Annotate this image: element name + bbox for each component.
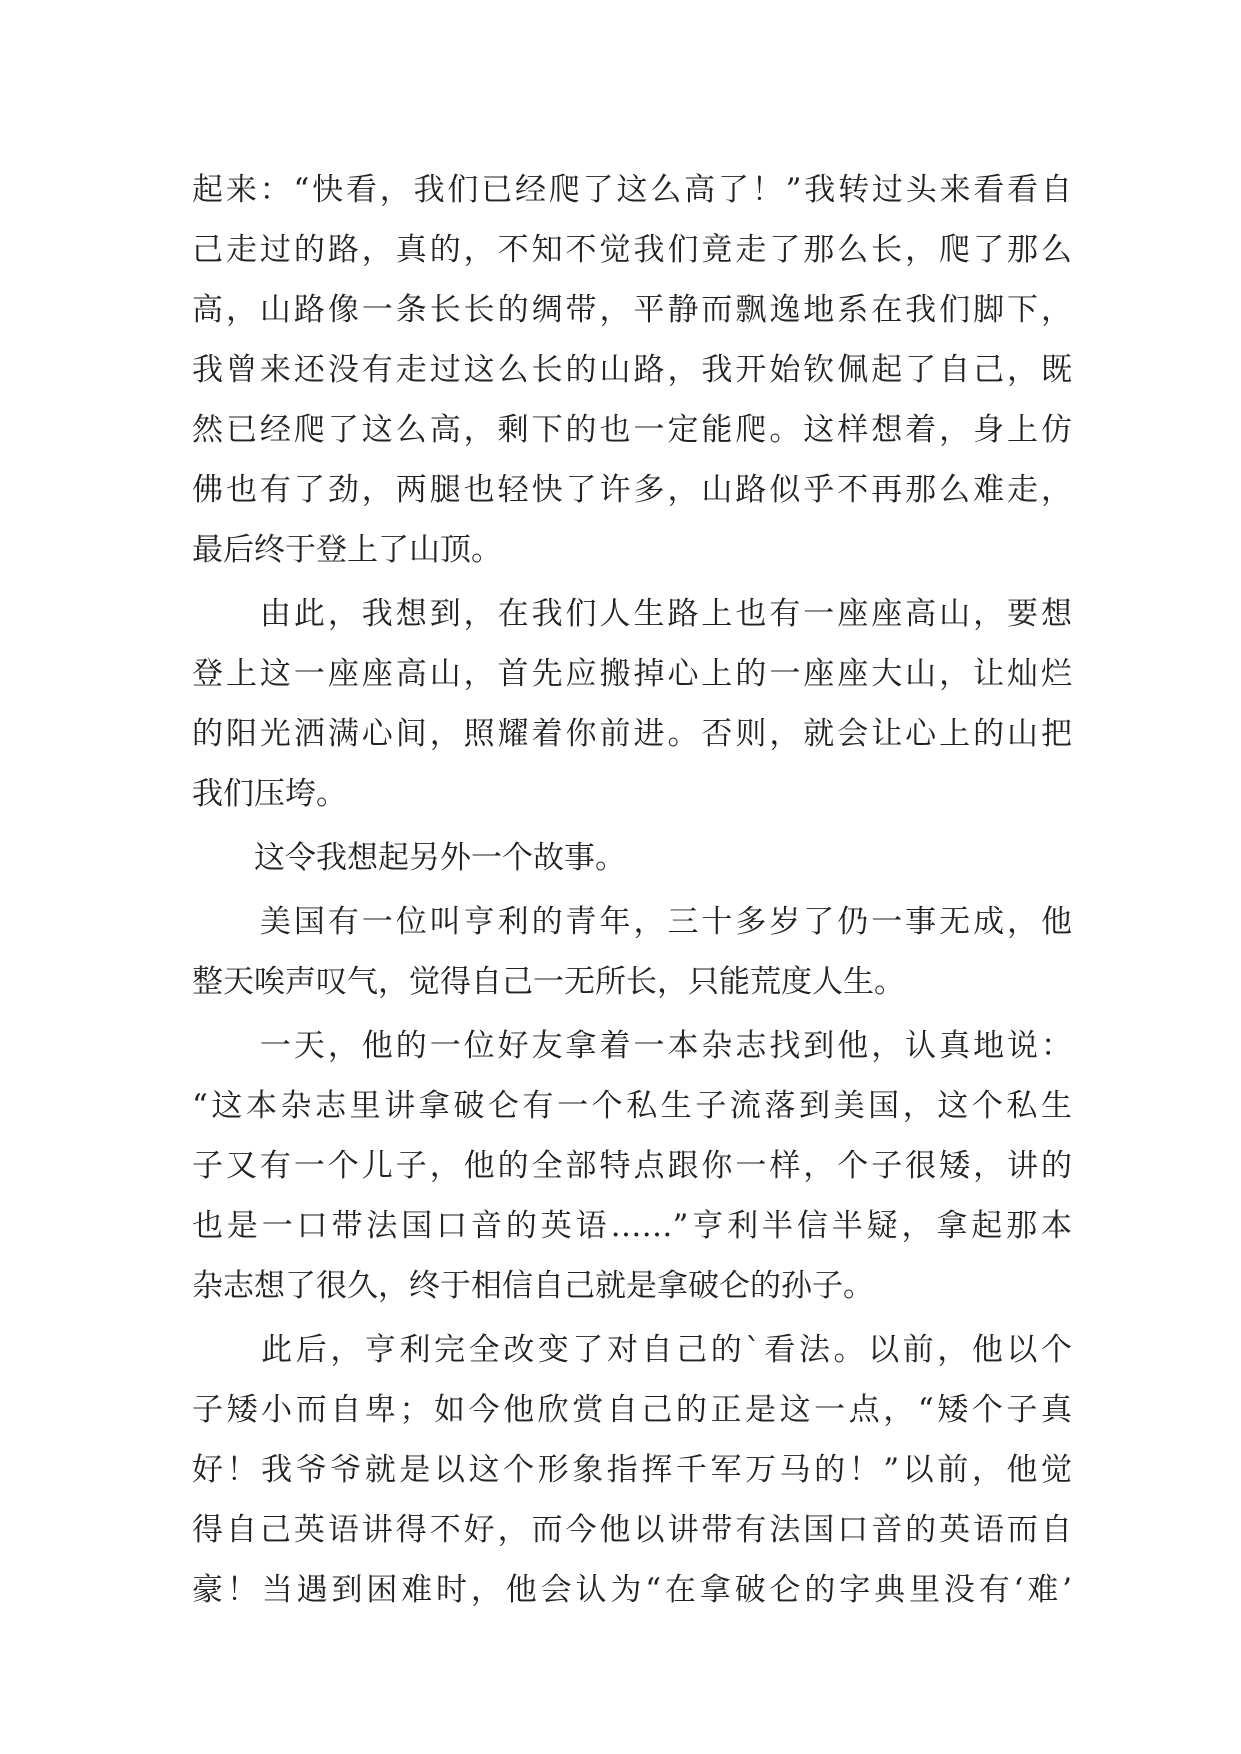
text-line: 杂志想了很久，终于相信自己就是拿破仑的孙子。: [192, 1268, 874, 1304]
text-line: 也是一口带法国口音的英语……”亨利半信半疑，拿起那本: [192, 1208, 1072, 1244]
text-line: 子又有一个儿子，他的全部特点跟你一样，个子很矮，讲的: [192, 1148, 1072, 1184]
text-line: 的阳光洒满心间，照耀着你前进。否则，就会让心上的山把: [192, 716, 1072, 752]
body-text: [192, 160, 1072, 1620]
text-line: 己走过的路，真的，不知不觉我们竟走了那么长，爬了那么: [192, 232, 1072, 268]
text-line: 佛也有了劲，两腿也轻快了许多，山路似乎不再那么难走，: [192, 472, 1072, 508]
text-line: 我曾来还没有走过这么长的山路，我开始钦佩起了自己，既: [192, 352, 1072, 388]
text-line: 登上这一座座高山，首先应搬掉心上的一座座大山，让灿烂: [192, 656, 1072, 692]
text-line: 起来：“快看，我们已经爬了这么高了！”我转过头来看看自: [192, 172, 1072, 208]
text-line: 美国有一位叫亨利的青年，三十多岁了仍一事无成，他: [192, 904, 1072, 940]
text-line: 高，山路像一条长长的绸带，平静而飘逸地系在我们脚下，: [192, 292, 1072, 328]
text-line: 整天唉声叹气，觉得自己一无所长，只能荒度人生。: [192, 964, 905, 1000]
text-line: 由此，我想到，在我们人生路上也有一座座高山，要想: [192, 596, 1072, 632]
text-line: 好！我爷爷就是以这个形象指挥千军万马的！”以前，他觉: [192, 1452, 1072, 1488]
text-line: 得自己英语讲得不好，而今他以讲带有法国口音的英语而自: [192, 1512, 1072, 1548]
text-line: 最后终于登上了山顶。: [192, 532, 502, 568]
text-line: 这令我想起另外一个故事。: [192, 840, 626, 876]
text-line: “这本杂志里讲拿破仑有一个私生子流落到美国，这个私生: [192, 1088, 1072, 1124]
text-line: 一天，他的一位好友拿着一本杂志找到他，认真地说：: [192, 1028, 1072, 1064]
text-line: 子矮小而自卑；如今他欣赏自己的正是这一点，“矮个子真: [192, 1392, 1072, 1428]
text-line: 此后，亨利完全改变了对自己的`看法。以前，他以个: [192, 1332, 1072, 1368]
text-line: 豪！当遇到困难时，他会认为“在拿破仑的字典里没有‘难’: [192, 1572, 1072, 1608]
text-line: 然已经爬了这么高，剩下的也一定能爬。这样想着，身上仿: [192, 412, 1072, 448]
text-line: 我们压垮。: [192, 776, 347, 812]
